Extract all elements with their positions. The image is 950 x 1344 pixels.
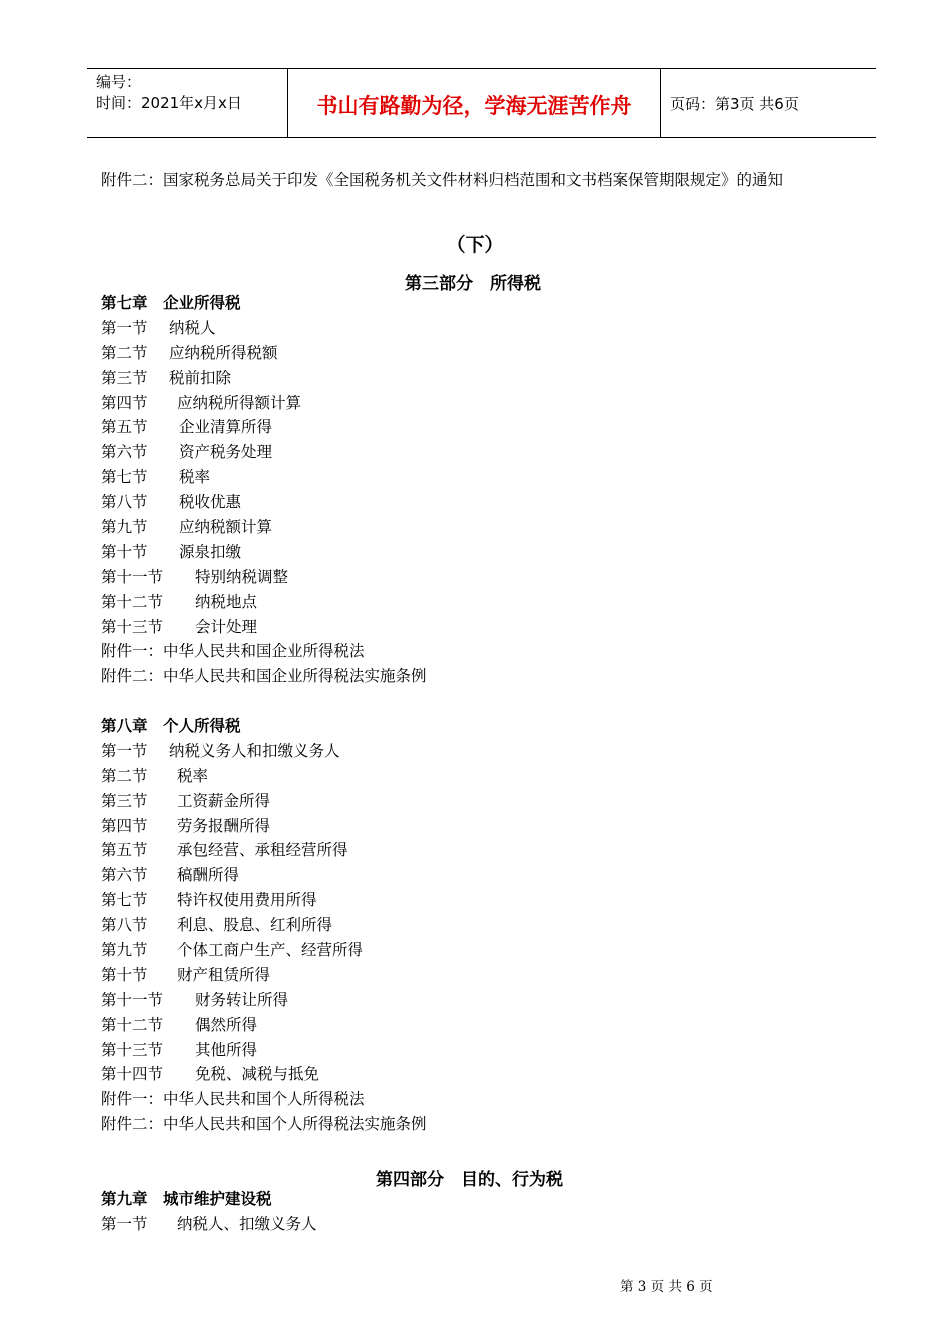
section-number: 第六节 — [101, 866, 148, 885]
section-title: 纳税地点 — [195, 592, 258, 611]
toc-item — [101, 565, 427, 590]
section-number: 第一节 — [101, 318, 148, 337]
section-title: 承包经营、承租经营所得 — [177, 841, 348, 860]
toc-item — [101, 465, 427, 490]
attachment-intro: 附件二：国家税务总局关于印发《全国税务机关文件材料归档范围和文书档案保管期限规定》的通知 — [101, 171, 784, 189]
document-number-label: 编号： — [96, 73, 142, 91]
section-title: 个体工商户生产、经营所得 — [177, 941, 364, 960]
document-header — [87, 68, 876, 138]
section-title: 税收优惠 — [179, 493, 242, 512]
chapter-seven-list — [101, 291, 427, 689]
toc-item — [101, 814, 427, 839]
section-number: 第七节 — [101, 891, 148, 910]
toc-item — [101, 1062, 427, 1087]
toc-item — [101, 366, 427, 391]
toc-item — [101, 415, 427, 440]
volume-title: （下） — [446, 234, 504, 256]
header-meta-cell — [87, 69, 288, 137]
section-title: 会计处理 — [195, 617, 258, 636]
section-number: 第十三节 — [101, 617, 164, 636]
section-number: 第四节 — [101, 816, 148, 835]
section-number: 第十节 — [101, 965, 148, 984]
section-number: 第二节 — [101, 766, 148, 785]
toc-item — [101, 540, 427, 565]
section-title: 其他所得 — [195, 1040, 258, 1059]
toc-item — [101, 913, 427, 938]
section-number: 第十二节 — [101, 592, 164, 611]
section-title: 源泉扣缴 — [179, 542, 242, 561]
toc-item — [101, 1013, 427, 1038]
section-title: 偶然所得 — [195, 1015, 258, 1034]
section-number: 第四节 — [101, 393, 148, 412]
toc-item — [101, 391, 427, 416]
section-number: 第一节 — [101, 741, 148, 760]
section-title: 税率 — [179, 468, 211, 487]
chapter-nine-list — [101, 1187, 317, 1237]
toc-item — [101, 938, 427, 963]
header-page-info: 页码：第3页 共6页 — [670, 95, 799, 113]
section-number: 第五节 — [101, 841, 148, 860]
section-title: 应纳税额计算 — [179, 518, 273, 537]
section-number: 第八节 — [101, 493, 148, 512]
attachment-line: 附件一：中华人民共和国个人所得税法 — [101, 1090, 365, 1109]
section-title: 纳税人、扣缴义务人 — [177, 1214, 317, 1233]
toc-item — [101, 988, 427, 1013]
section-title: 工资薪金所得 — [177, 791, 271, 810]
attachment-line: 附件一：中华人民共和国企业所得税法 — [101, 642, 365, 661]
section-number: 第二节 — [101, 343, 148, 362]
header-page-cell — [661, 69, 876, 137]
section-number: 第一节 — [101, 1214, 148, 1233]
chapter-eight-list — [101, 714, 427, 1137]
chapter-heading: 第七章 企业所得税 — [101, 293, 241, 312]
toc-item — [101, 963, 427, 988]
section-title: 劳务报酬所得 — [177, 816, 271, 835]
section-title: 特许权使用费用所得 — [177, 891, 317, 910]
chapter-heading: 第九章 城市维护建设税 — [101, 1189, 272, 1208]
part-four-title: 第四部分 目的、行为税 — [376, 1170, 563, 1190]
attachment-line: 附件二：中华人民共和国企业所得税法实施条例 — [101, 667, 427, 686]
section-number: 第七节 — [101, 468, 148, 487]
section-title: 免税、减税与抵免 — [195, 1065, 320, 1084]
toc-item — [101, 341, 427, 366]
chapter-heading: 第八章 个人所得税 — [101, 716, 241, 735]
section-number: 第十四节 — [101, 1065, 164, 1084]
section-number: 第八节 — [101, 916, 148, 935]
part-three-title: 第三部分 所得税 — [405, 274, 541, 294]
section-title: 税前扣除 — [169, 368, 232, 387]
toc-item — [101, 590, 427, 615]
section-title: 应纳税所得额计算 — [177, 393, 302, 412]
toc-item — [101, 838, 427, 863]
section-title: 稿酬所得 — [177, 866, 240, 885]
section-number: 第三节 — [101, 368, 148, 387]
section-number: 第九节 — [101, 941, 148, 960]
section-title: 资产税务处理 — [179, 443, 273, 462]
section-number: 第三节 — [101, 791, 148, 810]
section-number: 第六节 — [101, 443, 148, 462]
page-footer: 第 3 页 共 6 页 — [620, 1279, 713, 1295]
section-title: 企业清算所得 — [179, 418, 273, 437]
attachment-line: 附件二：中华人民共和国个人所得税法实施条例 — [101, 1115, 427, 1134]
section-number: 第九节 — [101, 518, 148, 537]
toc-item — [101, 863, 427, 888]
toc-item — [101, 789, 427, 814]
section-title: 税率 — [177, 766, 209, 785]
section-number: 第十二节 — [101, 1015, 164, 1034]
toc-item — [101, 615, 427, 640]
toc-item — [101, 490, 427, 515]
toc-item — [101, 739, 427, 764]
toc-item — [101, 440, 427, 465]
section-number: 第五节 — [101, 418, 148, 437]
section-title: 纳税人 — [169, 318, 216, 337]
toc-item — [101, 1038, 427, 1063]
section-number: 第十一节 — [101, 990, 164, 1009]
header-motto-cell — [288, 69, 661, 137]
section-number: 第十一节 — [101, 567, 164, 586]
toc-item — [101, 1212, 317, 1237]
toc-item — [101, 764, 427, 789]
toc-item — [101, 316, 427, 341]
toc-item — [101, 888, 427, 913]
section-title: 特别纳税调整 — [195, 567, 289, 586]
document-date: 时间：2021年x月x日 — [96, 94, 242, 112]
section-number: 第十节 — [101, 542, 148, 561]
section-title: 应纳税所得税额 — [169, 343, 278, 362]
section-number: 第十三节 — [101, 1040, 164, 1059]
motto: 书山有路勤为径，学海无涯苦作舟 — [316, 94, 632, 118]
toc-item — [101, 515, 427, 540]
section-title: 纳税义务人和扣缴义务人 — [169, 741, 340, 760]
section-title: 财务转让所得 — [195, 990, 289, 1009]
section-title: 财产租赁所得 — [177, 965, 271, 984]
section-title: 利息、股息、红利所得 — [177, 916, 333, 935]
